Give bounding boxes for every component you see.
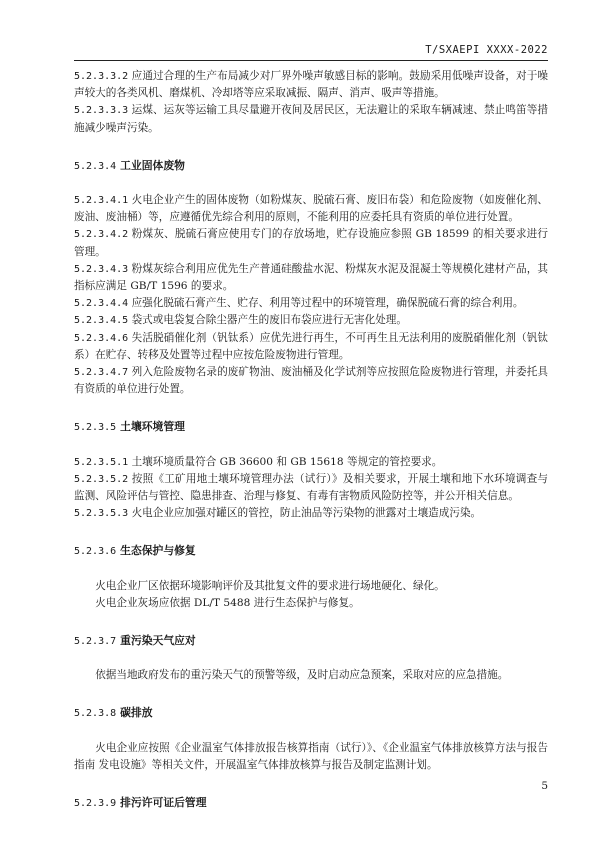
clause-paragraph xyxy=(74,312,548,329)
clause-number: 5.2.3.4.3 xyxy=(74,263,129,275)
document-body xyxy=(74,68,548,829)
clause-paragraph xyxy=(74,471,548,505)
clause-number: 5.2.3.4.2 xyxy=(74,229,129,241)
section-number: 5.2.3.4 xyxy=(74,160,117,172)
section-number: 5.2.3.7 xyxy=(74,636,117,648)
section-heading xyxy=(74,418,548,436)
clause-text: 粉煤灰综合利用应优先生产普通硅酸盐水泥、粉煤灰水泥及混凝土等规模化建材产品，其指标应满足 GB/T 1596 的要求。 xyxy=(74,262,548,293)
clause-text: 土壤环境质量符合 GB 36600 和 GB 15618 等规定的管控要求。 xyxy=(131,455,443,468)
clause-paragraph xyxy=(74,364,548,398)
clause-paragraph xyxy=(74,505,548,522)
clause-paragraph xyxy=(74,454,548,471)
clause-number: 5.2.3.4.6 xyxy=(74,332,129,344)
clause-text: 应通过合理的生产布局减少对厂界外噪声敏感目标的影响。鼓励采用低噪声设备，对于噪声较大的各类风机、磨煤机、冷却塔等应采取减振、隔声、消声、吸声等措施。 xyxy=(74,70,548,100)
clause-number: 5.2.3.5.2 xyxy=(74,473,129,485)
clause-paragraph xyxy=(74,102,548,136)
clause-paragraph xyxy=(74,192,548,226)
clause-number: 5.2.3.4.7 xyxy=(74,367,129,379)
clause-number: 5.2.3.5.1 xyxy=(74,456,129,468)
clause-text: 粉煤灰、脱硫石膏应使用专门的存放场地，贮存设施应参照 GB 18599 的相关要求进行管理。 xyxy=(74,228,548,258)
clause-paragraph xyxy=(74,295,548,312)
section-heading xyxy=(74,157,548,175)
clause-paragraph xyxy=(74,68,548,102)
section-number: 5.2.3.6 xyxy=(74,546,117,558)
section-title: 土壤环境管理 xyxy=(120,420,185,434)
clause-text: 运煤、运灰等运输工具尽量避开夜间及居民区，无法避让的采取车辆减速、禁止鸣笛等措施减少噪声污染。 xyxy=(74,104,548,134)
body-paragraph: 火电企业灰场应依据 DL/T 5488 进行生态保护与修复。 xyxy=(95,596,360,609)
section-title: 重污染天气应对 xyxy=(120,634,196,648)
page-number: 5 xyxy=(541,780,548,792)
clause-text: 火电企业产生的固体废物（如粉煤灰、脱硫石膏、废旧布袋）和危险废物（如废催化剂、废油、废油桶）等，应遵循优先综合利用的原则，不能利用的应委托具有资质的单位进行处置。 xyxy=(74,194,548,224)
clause-number: 5.2.3.5.3 xyxy=(74,508,129,520)
clause-text: 按照《工矿用地土壤环境管理办法（试行）》及相关要求，开展土壤和地下水环境调查与监测、风险评估与管控、隐患排查、治理与修复、有毒有害物质风险防控等，并公开相关信息。 xyxy=(74,472,548,503)
section-number: 5.2.3.5 xyxy=(74,422,117,434)
section-heading xyxy=(74,704,548,722)
body-paragraph: 依据当地政府发布的重污染天气的预警等级，及时启动应急预案，采取对应的应急措施。 xyxy=(95,669,509,682)
clause-text: 应强化脱硫石膏产生、贮存、利用等过程中的环境管理，确保脱硫石膏的综合利用。 xyxy=(131,297,524,310)
section-title: 生态保护与修复 xyxy=(120,544,196,558)
clause-text: 袋式或电袋复合除尘器产生的废旧布袋应进行无害化处理。 xyxy=(131,314,407,327)
section-title: 排污许可证后管理 xyxy=(120,796,207,810)
clause-paragraph xyxy=(74,226,548,260)
section-heading xyxy=(74,794,548,812)
clause-number: 5.2.3.4.5 xyxy=(74,315,129,327)
section-heading xyxy=(74,632,548,650)
body-paragraph: 火电企业应按照《企业温室气体排放报告核算指南（试行）》、《企业温室气体排放核算方法与报告指南 发电设施》等相关文件，开展温室气体排放核算与报告及制定监测计划。 xyxy=(74,741,548,771)
clause-paragraph xyxy=(74,261,548,295)
section-title: 工业固体废物 xyxy=(120,158,185,172)
document-code: T/SXAEPI XXXX-2022 xyxy=(425,44,548,56)
clause-text: 列入危险废物名录的废矿物油、废油桶及化学试剂等应按照危险废物进行管理，并委托具有资质的单位进行处置。 xyxy=(74,366,548,396)
clause-text: 失活脱硝催化剂（钒钛系）应优先进行再生，不可再生且无法利用的废脱硝催化剂（钒钛系）在贮存、转移及处置等过程中应按危险废物进行管理。 xyxy=(74,331,548,361)
clause-number: 5.2.3.4.1 xyxy=(74,195,129,207)
section-number: 5.2.3.9 xyxy=(74,798,117,810)
clause-number: 5.2.3.3.2 xyxy=(74,71,129,82)
section-heading xyxy=(74,542,548,560)
clause-paragraph xyxy=(74,330,548,364)
clause-number: 5.2.3.3.3 xyxy=(74,105,129,117)
clause-number: 5.2.3.4.4 xyxy=(74,298,129,310)
clause-text: 火电企业应加强对罐区的管控，防止油品等污染物的泄露对土壤造成污染。 xyxy=(131,507,482,520)
body-paragraph: 火电企业厂区依据环境影响评价及其批复文件的要求进行场地硬化、绿化。 xyxy=(95,579,445,592)
section-title: 碳排放 xyxy=(120,706,153,720)
header-rule xyxy=(74,60,548,61)
section-number: 5.2.3.8 xyxy=(74,708,117,720)
